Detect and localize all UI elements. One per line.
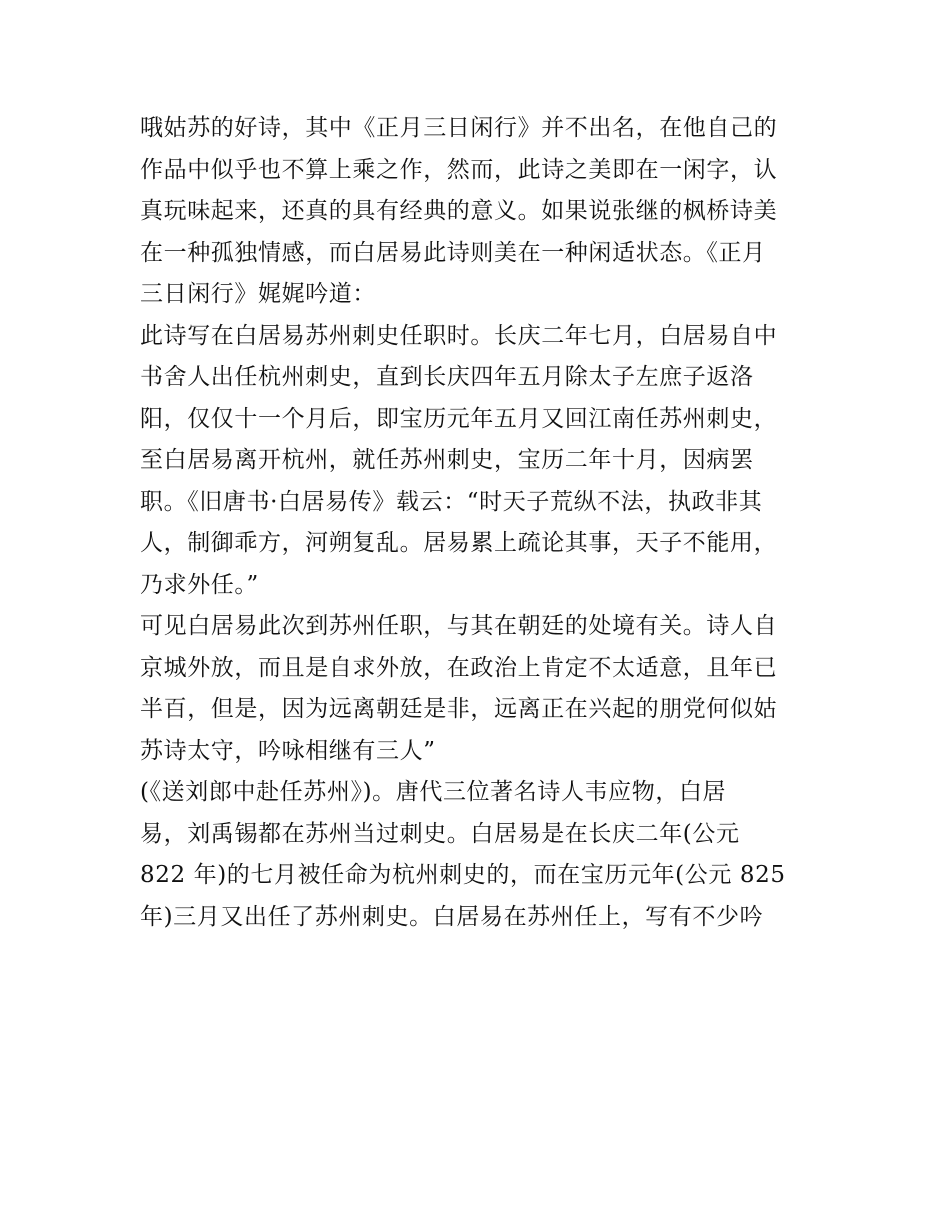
text-line: 作品中似乎也不算上乘之作，然而，此诗之美即在一闲字，认 [140, 156, 778, 183]
text-line: 京城外放，而且是自求外放，在政治上肯定不太适意，且年已 [140, 654, 778, 681]
text-line: 职。《旧唐书·白居易传》载云：“时天子荒纵不法，执政非其 [140, 488, 763, 515]
text-line: 易，刘禹锡都在苏州当过刺史。白居易是在长庆二年(公元 [140, 820, 740, 847]
text-line: 半百，但是，因为远离朝廷是非，远离正在兴起的朋党何似姑 [140, 696, 778, 722]
text-line: 822 年)的七月被任命为杭州刺史的，而在宝历元年(公元 825 [140, 862, 786, 888]
text-line: 书舍人出任杭州刺史，直到长庆四年五月除太子左庶子返洛 [140, 364, 754, 390]
text-line: 年)三月又出任了苏州刺史。白居易在苏州任上，写有不少吟 [140, 903, 764, 930]
text-line: (《送刘郎中赴任苏州》)。唐代三位著名诗人韦应物，白居 [140, 779, 727, 805]
text-line: 苏诗太守，吟咏相继有三人” [140, 737, 436, 764]
text-line: 可见白居易此次到苏州任职，与其在朝廷的处境有关。诗人自 [140, 613, 778, 639]
text-line: 乃求外任。” [140, 571, 259, 598]
body-text [140, 108, 820, 938]
text-line: 哦姑苏的好诗，其中《正月三日闲行》并不出名，在他自己的 [140, 115, 778, 141]
text-line: 三日闲行》娓娓吟道： [140, 281, 376, 307]
text-line: 在一种孤独情感，而白居易此诗则美在一种闲适状态。《正月 [140, 239, 766, 266]
text-line: 此诗写在白居易苏州刺史任职时。长庆二年七月，白居易自中 [140, 322, 778, 349]
text-line: 真玩味起来，还真的具有经典的意义。如果说张继的枫桥诗美 [140, 198, 778, 224]
text-line: 至白居易离开杭州，就任苏州刺史，宝历二年十月，因病罢 [140, 447, 754, 473]
text-line: 人，制御乖方，河朔复乱。居易累上疏论其事，天子不能用， [140, 530, 778, 556]
text-line: 阳，仅仅十一个月后，即宝历元年五月又回江南任苏州刺史， [140, 405, 778, 432]
